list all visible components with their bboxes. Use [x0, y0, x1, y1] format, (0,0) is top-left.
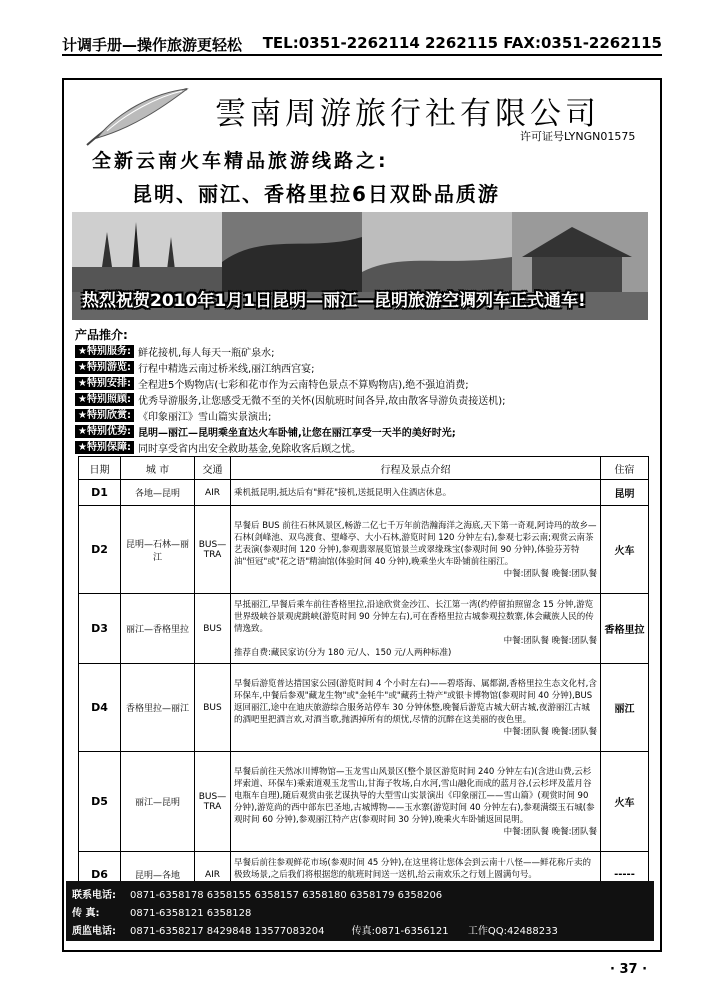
meal-text: 中餐:团队餐 晚餐:团队餐	[503, 826, 597, 837]
banner-headline: 热烈祝贺2010年1月1日昆明—丽江—昆明旅游空调列车正式通车!	[82, 291, 586, 311]
feature-item	[75, 408, 271, 422]
city-cell: 香格里拉—丽江	[121, 664, 195, 752]
feature-tag: ★特别安排:	[75, 377, 134, 390]
feature-item	[75, 360, 315, 374]
itinerary-table	[78, 456, 649, 898]
header-itinerary: 行程及景点介绍	[231, 457, 601, 480]
meal-text: 中餐:团队餐 晚餐:团队餐	[503, 568, 597, 579]
city-cell: 丽江—昆明	[121, 752, 195, 852]
header-hotel: 住宿	[601, 457, 649, 480]
license-number: 许可证号LYNGN01575	[520, 130, 636, 143]
feature-item	[75, 440, 361, 454]
day-cell: D2	[79, 506, 121, 594]
day-cell: D6	[79, 852, 121, 898]
feature-text: 行程中精选云南过桥米线,丽江纳西宫宴;	[137, 363, 315, 375]
hotel-cell: 香格里拉	[601, 594, 649, 664]
day-cell: D5	[79, 752, 121, 852]
traffic-cell: BUS—TRA	[195, 506, 231, 594]
feature-tag: ★特别照顾:	[75, 393, 134, 406]
contact-tel-row	[72, 886, 442, 901]
desc-cell	[231, 594, 601, 664]
desc-cell	[231, 480, 601, 506]
hotel-cell: 火车	[601, 506, 649, 594]
desc-cell	[231, 506, 601, 594]
header-city: 城 市	[121, 457, 195, 480]
feature-text: 同时享受省内出安全救助基金,免除收客后顾之忧。	[137, 443, 362, 455]
route-intro: 全新云南火车精品旅游线路之:	[92, 150, 389, 172]
feature-tag: ★特别保障:	[75, 441, 134, 454]
monitor-numbers: 0871-6358217 8429848 13577083204	[130, 926, 325, 937]
traffic-cell: BUS	[195, 664, 231, 752]
desc-text: 乘机抵昆明,抵达后有"鲜花"接机,送抵昆明入住酒店休息。	[234, 487, 452, 498]
route-title: 昆明、丽江、香格里拉6日双卧品质游	[132, 182, 500, 206]
feature-tag: ★特别服务:	[75, 345, 134, 358]
tel-label: 联系电话:	[72, 890, 116, 901]
header-phones: TEL:0351-2262114 2262115 FAX:0351-2262115	[262, 34, 662, 52]
table-row	[79, 506, 649, 594]
fax-numbers: 0871-6358121 6358128	[130, 908, 252, 919]
top-header	[62, 32, 662, 56]
header-slogan: 计调手册—操作旅游更轻松	[62, 36, 243, 54]
desc-text: 早抵丽江,早餐后乘车前往香格里拉,沿途欣赏金沙江、长江第一湾(约停留拍照留念 15 分钟,游览世界级峡谷景观虎跳峡(游览时间 90 分钟左右),可在香格里拉古城参观拉数寨,体会藏族人民的传情逸致。	[234, 599, 594, 634]
banner-photo	[72, 212, 648, 320]
desc-text: 早餐后前往天然冰川博物馆—玉龙雪山风景区(整个景区游览时间 240 分钟左右)(含进山费,云杉坪索道、环保车)乘索道观玉龙雪山,甘海子牧场,白水河,雪山融化而成的蓝月谷,(云杉坪及蓝月谷电瓶车自理),随后观赏由张艺谋执导的大型雪山实景演出《印象丽江——雪山篇》(观赏时间 90 分钟),游览尚的西中部东巴圣地,古城博物——玉水寨(游览时间 40 分钟左右),参观满缀玉石城(参观时间 60 分钟),参观丽江特产店(参观时间 30 分钟),晚乘火车卧铺返回昆明。	[234, 766, 595, 825]
city-cell: 昆明—各地	[121, 852, 195, 898]
feature-text: 《印象丽江》雪山篇实景演出;	[137, 411, 272, 423]
traffic-cell: BUS—TRA	[195, 752, 231, 852]
hotel-cell: -----	[601, 852, 649, 898]
table-row	[79, 480, 649, 506]
contact-bar	[66, 881, 654, 941]
city-cell: 丽江—香格里拉	[121, 594, 195, 664]
table-row	[79, 752, 649, 852]
worker-qq-label: 工作QQ:	[467, 926, 507, 937]
recommended-extra: 推荐自费:藏民家访(分为 180 元/人、150 元/人两种标准)	[234, 647, 452, 658]
feature-text: 全程进5个购物店(七彩和花市作为云南特色景点不算购物店),绝不强迫消费;	[137, 379, 469, 391]
traffic-cell: AIR	[195, 480, 231, 506]
feature-item	[75, 392, 506, 406]
hotel-cell: 丽江	[601, 664, 649, 752]
feature-tag: ★特别欣赏:	[75, 409, 134, 422]
desc-text: 早餐后游览普达措国家公园(游览时间 4 个小时左右)——碧塔海、属都湖,香格里拉生态文化村,含环保车,中餐后参观"藏龙生物"或"金牦牛"或"藏药土特产"或银卡博物馆(参观时间 40 分钟),BUS 返回丽江,途中在迪庆旅游综合服务站停车 30 分钟休整,晚餐后游览古城大研古城,夜游丽江古城的酒吧里把酒言欢,对酒当歌,抛洒掉所有的烦忧,尽情的沉醉在这美丽的夜色里。	[234, 678, 597, 725]
feature-text: 优秀导游服务,让您感受无微不至的关怀(因航班时间各异,故由散客导游负责接送机);	[137, 395, 506, 407]
city-cell: 昆明—石林—丽江	[121, 506, 195, 594]
intro-title: 产品推介:	[75, 328, 128, 342]
feature-item	[75, 376, 469, 390]
feature-tag: ★特别游览:	[75, 361, 134, 374]
feather-logo-icon	[82, 83, 192, 153]
traffic-cell: BUS	[195, 594, 231, 664]
day-cell: D1	[79, 480, 121, 506]
header-traffic: 交通	[195, 457, 231, 480]
desc-text: 早餐后前往参观鲜花市场(参观时间 45 分钟),在这里将让您体会到云南十八怪——鲜花称斤卖的极致场景,之后我们将根据您的航班时间送一送机,给云南欢乐之行划上圆满句号。	[234, 857, 592, 880]
feature-text: 鲜花接机,每人每天一瓶矿泉水;	[137, 347, 275, 359]
monitor-label: 质监电话:	[72, 926, 116, 937]
feature-item	[75, 424, 456, 438]
day-cell: D3	[79, 594, 121, 664]
fax2-number: 0871-6356121	[375, 926, 449, 937]
hotel-cell: 昆明	[601, 480, 649, 506]
feature-tag: ★特别优势:	[75, 425, 134, 438]
meal-text: 中餐:团队餐 晚餐:团队餐	[503, 726, 597, 737]
table-header-row	[79, 457, 649, 480]
contact-monitor-row	[72, 922, 558, 937]
day-cell: D4	[79, 664, 121, 752]
feature-item	[75, 344, 275, 358]
fax-label: 传 真:	[72, 908, 100, 919]
table-row	[79, 664, 649, 752]
desc-text: 早餐后 BUS 前往石林风景区,畅游二亿七千万年前浩瀚海洋之海底,天下第一奇观,阿诗玛的故乡—石林(剑峰池、双鸟渡食、望峰亭、大小石林,游览时间 120 分钟左右),参观七彩云南;观赏云南茶艺表演(参观时间 120 分钟),参观翡翠展览馆景兰或翠缘珠宝(参观时间 90 分钟),体验芬芳特油"恒冠"或"花之语"精油馆(体验时间 40 分钟),晚乘坐火车卧铺前往丽江。	[234, 520, 597, 567]
traffic-cell: AIR	[195, 852, 231, 898]
desc-cell	[231, 752, 601, 852]
tel-numbers: 0871-6358178 6358155 6358157 6358180 6358179 6358206	[130, 890, 443, 901]
fax2-label: 传真:	[351, 926, 376, 937]
hotel-cell: 火车	[601, 752, 649, 852]
header-date: 日期	[79, 457, 121, 480]
table-row	[79, 594, 649, 664]
worker-qq: 42488233	[506, 926, 558, 937]
city-cell: 各地—昆明	[121, 480, 195, 506]
contact-fax-row	[72, 904, 251, 919]
desc-cell	[231, 664, 601, 752]
company-name: 雲南周游旅行社有限公司	[215, 96, 600, 132]
page-number: · 37 ·	[610, 962, 648, 977]
feature-text: 昆明—丽江—昆明乘坐直达火车卧铺,让您在丽江享受一天半的美好时光;	[137, 427, 456, 439]
meal-text: 中餐:团队餐 晚餐:团队餐	[503, 635, 597, 646]
